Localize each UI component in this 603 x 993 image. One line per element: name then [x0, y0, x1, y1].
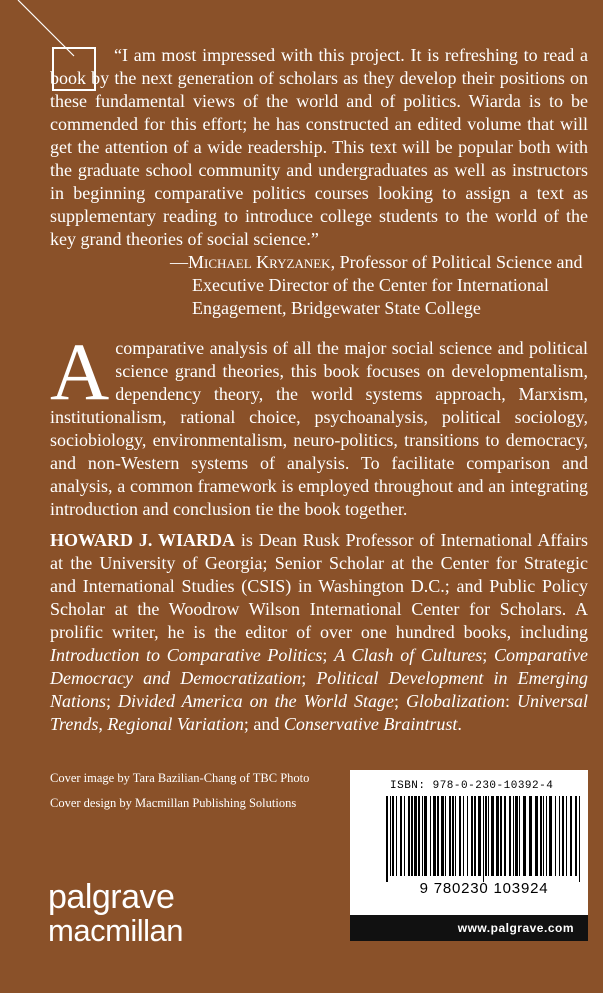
bio-text: is Dean Rusk Professor of International Affairs at the University of Georgia; Senior Scholar at the Center for Strategic and International Studies (CSIS) in Washington D.C.; and Public Policy Scholar at the Woodrow Wilson International Center for Scholars. A prolific writer, he is the editor of over one hundred books, including	[50, 530, 588, 642]
separator: ;	[301, 668, 317, 688]
publisher-logo	[48, 880, 183, 948]
book-title: Introduction to Comparative Politics	[50, 645, 323, 665]
book-title: Regional Variation	[107, 714, 244, 734]
description-text: comparative analysis of all the major social science and political science grand theories, this book focuses on developmentalism, dependency theory, the world systems approach, Marxism, institutionalism, rational choice, psychoanalysis, political sociology, sociobiology, environmentalism, neuro-politics, transitions to democracy, and non-Western systems of analysis. To facilitate comparison and analysis, a common framework is employed throughout and an integrating introduction and conclusion tie the book together.	[50, 338, 588, 519]
endorsement-quote	[50, 44, 588, 251]
isbn-label: ISBN: 978-0-230-10392-4	[390, 780, 554, 792]
book-title: Political Development in Emerging Nations	[50, 668, 588, 711]
book-title: Divided America on the World Stage	[118, 691, 394, 711]
attribution-title: , Professor of Political Science and Executive Director of the Center for International Engagement, Bridgewater State College	[192, 252, 583, 318]
separator: ;	[482, 645, 494, 665]
separator: :	[504, 691, 517, 711]
attribution-dash: —	[170, 252, 188, 272]
logo-line-1: palgrave	[48, 878, 175, 916]
quote-text: “I am most impressed with this project. It is refreshing to read a book by the next generation of scholars as they develop their positions on these fundamental views of the world and of politics. Wiarda is to be commended for this effort; he has constructed an edited volume that will get the attention of a wide readership. This text will be popular both with the graduate school community and undergraduates as well as instructors in beginning comparative politics courses looking to assign a text as supplementary reading to introduce college students to the world of the key grand theories of social science.”	[50, 45, 588, 249]
book-title: Globalization	[405, 691, 505, 711]
barcode-icon	[386, 796, 582, 882]
logo-line-2: macmillan	[48, 913, 184, 948]
separator: .	[457, 714, 462, 734]
quote-attribution	[170, 251, 588, 320]
book-description	[50, 326, 588, 521]
author-name: HOWARD J. WIARDA	[50, 530, 236, 550]
book-title: Universal Trends	[50, 691, 588, 734]
book-title: A Clash of Cultures	[334, 645, 483, 665]
separator: ; and	[243, 714, 284, 734]
separator: ;	[322, 645, 335, 665]
cover-design-credit: Cover design by Macmillan Publishing Solutions	[50, 796, 297, 810]
book-title: Conservative Braintrust	[283, 714, 458, 734]
attribution-name: Michael Kryzanek	[188, 252, 331, 272]
separator: ,	[98, 714, 108, 734]
cover-image-credit: Cover image by Tara Bazilian-Chang of TBC Photo	[50, 771, 310, 785]
separator: ;	[393, 691, 406, 711]
author-bio	[50, 529, 588, 736]
book-title: Comparative Democracy and Democratization	[50, 645, 588, 688]
drop-cap: A	[50, 326, 110, 417]
barcode-number: 9 780230 103924	[419, 880, 549, 897]
cover-credits	[50, 770, 350, 820]
separator: ;	[106, 691, 119, 711]
barcode-panel	[350, 770, 588, 941]
publisher-url: www.palgrave.com	[350, 915, 588, 941]
